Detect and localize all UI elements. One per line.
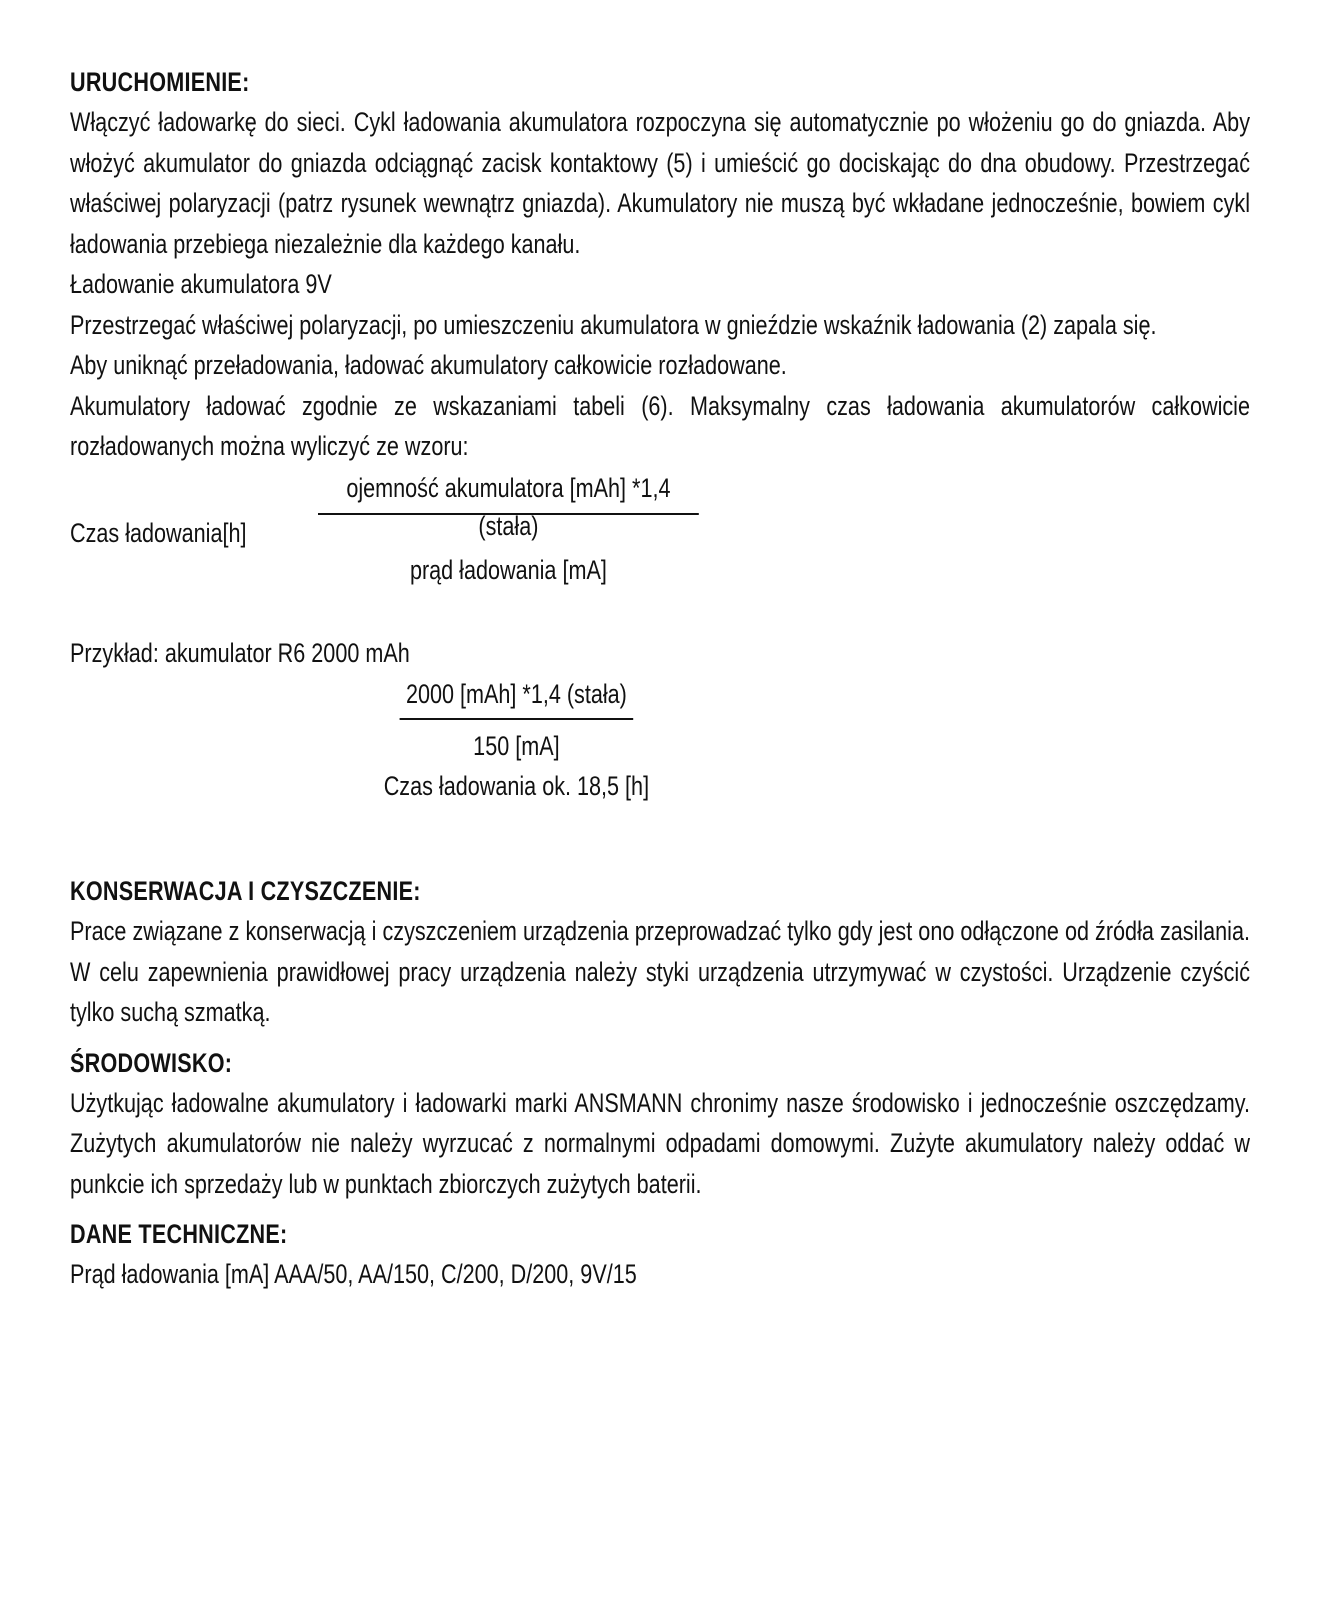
section-environment: [70, 1043, 1250, 1205]
example-denominator: 150 [mA]: [473, 731, 560, 761]
heading-startup: URUCHOMIENIE:: [70, 67, 250, 97]
example-block: [70, 633, 1250, 822]
heading-maintenance: KONSERWACJA I CZYSZCZENIE:: [70, 876, 421, 906]
formula-denominator: prąd ładowania [mA]: [409, 554, 607, 585]
environment-text: Użytkując ładowalne akumulatory i ładowarki marki ANSMANN chronimy nasze środowisko i jednocześnie oszczędzamy. Zużytych akumulatorów nie należy wyrzucać z normalnymi odpadami domowymi. Zużyte akumulatory należy oddać w punkcie ich sprzedaży lub w punktach zbiorczych zużytych baterii.: [70, 1087, 1250, 1199]
heading-technical: DANE TECHNICZNE:: [70, 1219, 288, 1249]
startup-paragraph-5: Akumulatory ładować zgodnie ze wskazaniami tabeli (6). Maksymalny czas ładowania akumulatorów całkowicie rozładowanych można wyliczyć ze wzoru:: [70, 390, 1250, 461]
formula-label: Czas ładowania[h]: [70, 517, 247, 548]
startup-paragraph-4: Aby uniknąć przeładowania, ładować akumulatory całkowicie rozładowane.: [70, 350, 787, 380]
heading-environment: ŚRODOWISKO:: [70, 1047, 233, 1078]
startup-paragraph-2: Ładowanie akumulatora 9V: [70, 269, 332, 299]
example-fraction-line: [400, 718, 634, 720]
startup-paragraph-1: Włączyć ładowarkę do sieci. Cykl ładowania akumulatora rozpoczyna się automatycznie po włożeniu go do gniazda. Aby włożyć akumulator do gniazda odciągnąć zacisk kontaktowy (5) i umieścić go dociskając do dna obudowy. Przestrzegać właściwej polaryzacji (patrz rysunek wewnątrz gniazda). Akumulatory nie muszą być wkładane jednocześnie, bowiem cykl ładowania przebiega niezależnie dla każdego kanału.: [70, 107, 1250, 259]
formula-fraction-line: [318, 513, 699, 515]
section-maintenance: [70, 871, 1250, 1033]
example-result: Czas ładowania ok. 18,5 [h]: [383, 771, 650, 801]
formula-numerator: ojemność akumulatora [mAh] *1,4 (stała): [346, 472, 671, 541]
example-label: Przykład: akumulator R6 2000 mAh: [70, 637, 410, 668]
section-startup: [70, 62, 1250, 821]
section-technical: [70, 1214, 1250, 1295]
charge-time-formula: [70, 469, 1250, 597]
technical-text: Prąd ładowania [mA] AAA/50, AA/150, C/200, D/200, 9V/15: [70, 1259, 637, 1289]
example-numerator: 2000 [mAh] *1,4 (stała): [405, 679, 627, 709]
document-content: [70, 62, 1250, 1295]
startup-paragraph-3: Przestrzegać właściwej polaryzacji, po umieszczeniu akumulatora w gnieździe wskaźnik ładowania (2) zapala się.: [70, 309, 1157, 340]
document-page: [70, 62, 1250, 1305]
maintenance-text: Prace związane z konserwacją i czyszczeniem urządzenia przeprowadzać tylko gdy jest ono odłączone od źródła zasilania. W celu zapewnienia prawidłowej pracy urządzenia należy styki urządzenia utrzymywać w czystości. Urządzenie czyścić tylko suchą szmatką.: [70, 916, 1250, 1027]
example-formula: [70, 673, 1250, 821]
